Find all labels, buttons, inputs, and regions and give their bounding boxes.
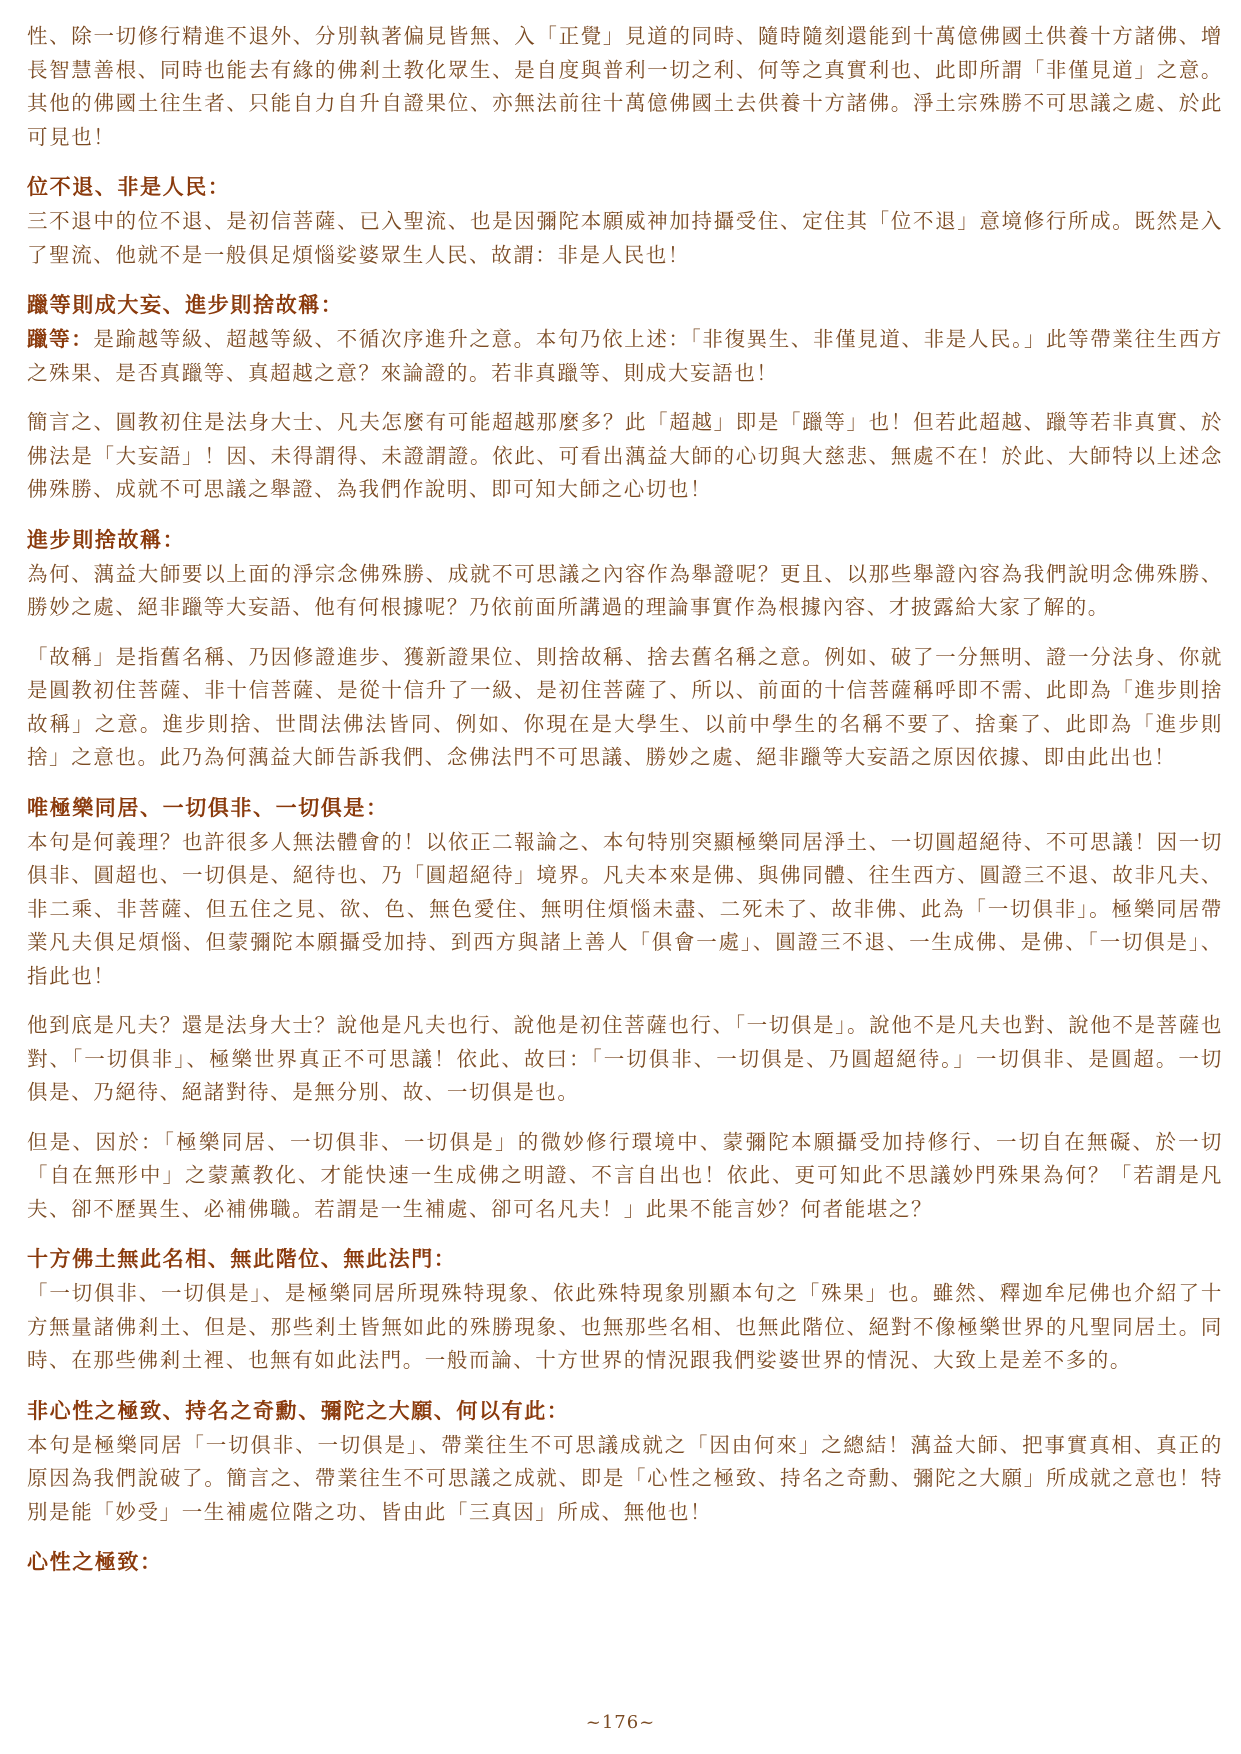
page-number: ~176~	[585, 1712, 656, 1733]
section-skipping-ranks	[27, 288, 1223, 507]
intro-paragraph: 性、除一切修行精進不退外、分別執著偏見皆無、入「正覺」見道的同時、隨時隨刻還能到十萬億佛國土供養十方諸佛、增長智慧善根、同時也能去有緣的佛剎土教化眾生、是自度與普利一切之利、何等之真實利也、此即所謂「非僅見道」之意。其他的佛國土往生者、只能自力自升自證果位、亦無法前往十萬億佛國土去供養十方諸佛。淨土宗殊勝不可思議之處、於此可見也！	[27, 24, 1223, 149]
definition-paragraph	[27, 323, 1223, 390]
section-heading: 進步則捨故稱：	[27, 526, 186, 552]
section-paragraph: 「故稱」是指舊名稱、乃因修證進步、獲新證果位、則捨故稱、捨去舊名稱之意。例如、破了一分無明、證一分法身、你就是圓教初住菩薩、非十信菩薩、是從十信升了一級、是初住菩薩了、所以、前面的十信菩薩稱呼即不需、此即為「進步則捨故稱」之意。進步則捨、世間法佛法皆同、例如、你現在是大學生、以前中學生的名稱不要了、捨棄了、此即為「進步則捨」之意也。此乃為何蕅益大師告訴我們、念佛法門不可思議、勝妙之處、絕非躐等大妄語之原因依據、即由此出也！	[27, 644, 1223, 769]
section-progress-discard-name	[27, 523, 1223, 775]
section-heading: 非心性之極致、持名之奇勳、彌陀之大願、何以有此：	[27, 1397, 570, 1423]
section-mind-nature	[27, 1545, 1223, 1578]
section-ten-directions	[27, 1242, 1223, 1378]
section-paragraph: 為何、蕅益大師要以上面的淨宗念佛殊勝、成就不可思議之內容作為舉證呢？更且、以那些舉證內容為我們說明念佛殊勝、勝妙之處、絕非躐等大妄語、他有何根據呢？乃依前面所講過的理論事實作為根據內容、才披露給大家了解的。	[27, 561, 1223, 619]
definition-text: 是踰越等級、超越等級、不循次序進升之意。本句乃依上述：「非復異生、非僅見道、非是人民。」此等帶業往生西方之殊果、是否真躐等、真超越之意？來論證的。若非真躐等、則成大妄語也！	[27, 327, 1223, 385]
section-pure-land-cohabitation	[27, 791, 1223, 1227]
section-heading: 唯極樂同居、一切俱非、一切俱是：	[27, 794, 389, 820]
section-heading: 位不退、非是人民：	[27, 174, 231, 199]
section-paragraph: 簡言之、圓教初住是法身大士、凡夫怎麼有可能超越那麼多？此「超越」即是「躐等」也！但若此超越、躐等若非真實、於佛法是「大妄語」！因、未得謂得、未證謂證。依此、可看出蕅益大師的心切與大慈悲、無處不在！於此、大師特以上述念佛殊勝、成就不可思議之舉證、為我們作說明、即可知大師之心切也！	[27, 410, 1223, 501]
section-paragraph: 本句是極樂同居「一切俱非、一切俱是」、帶業往生不可思議成就之「因由何來」之總結！蕅益大師、把事實真相、真正的原因為我們說破了。簡言之、帶業往生不可思議之成就、即是「心性之極致、持名之奇勳、彌陀之大願」所成就之意也！特別是能「妙受」一生補處位階之功、皆由此「三真因」所成、無他也！	[27, 1432, 1223, 1524]
section-paragraph: 三不退中的位不退、是初信菩薩、已入聖流、也是因彌陀本願威神加持攝受住、定住其「位不退」意境修行所成。既然是入了聖流、他就不是一般俱足煩惱娑婆眾生人民、故謂：非是人民也！	[27, 209, 1223, 267]
definition-term: 躐等：	[27, 327, 94, 351]
section-heading: 躐等則成大妄、進步則捨故稱：	[27, 292, 344, 317]
section-paragraph: 本句是何義理？也許很多人無法體會的！以依正二報論之、本句特別突顯極樂同居淨土、一切圓超絕待、不可思議！因一切俱非、圓超也、一切俱是、絕待也、乃「圓超絕待」境界。凡夫本來是佛、與佛同體、往生西方、圓證三不退、故非凡夫、非二乘、非菩薩、但五住之見、欲、色、無色愛住、無明住煩惱未盡、二死未了、故非佛、此為「一切俱非」。極樂同居帶業凡夫俱足煩惱、但蒙彌陀本願攝受加持、到西方與諸上善人「俱會一處」、圓證三不退、一生成佛、是佛、「一切俱是」、指此也！	[27, 829, 1223, 988]
section-paragraph: 他到底是凡夫？還是法身大士？說他是凡夫也行、說他是初住菩薩也行、「一切俱是」。說他不是凡夫也對、說他不是菩薩也對、「一切俱非」、極樂世界真正不可思議！依此、故曰：「一切俱非、一切俱是、乃圓超絕待。」一切俱非、是圓超。一切俱是、乃絕待、絕諸對待、是無分別、故、一切俱是也。	[27, 1013, 1223, 1104]
section-heading: 心性之極致：	[27, 1549, 163, 1574]
section-paragraph: 「一切俱非、一切俱是」、是極樂同居所現殊特現象、依此殊特現象別顯本句之「殊果」也。雖然、釋迦牟尼佛也介紹了十方無量諸佛剎土、但是、那些剎土皆無如此的殊勝現象、也無那些名相、也無此階位、絕對不像極樂世界的凡聖同居土。同時、在那些佛剎土裡、也無有如此法門。一般而論、十方世界的情況跟我們娑婆世界的情況、大致上是差不多的。	[27, 1281, 1223, 1372]
section-position-non-retreat	[27, 170, 1223, 272]
section-heading: 十方佛土無此名相、無此階位、無此法門：	[27, 1246, 457, 1271]
document-page	[27, 20, 1223, 1580]
section-paragraph: 但是、因於：「極樂同居、一切俱非、一切俱是」的微妙修行環境中、蒙彌陀本願攝受加持修行、一切自在無礙、於一切「自在無形中」之蒙薰教化、才能快速一生成佛之明證、不言自出也！依此、更可知此不思議妙門殊果為何？「若謂是凡夫、卻不歷異生、必補佛職。若謂是一生補處、卻可名凡夫！」此果不能言妙？何者能堪之？	[27, 1129, 1223, 1221]
section-three-true-causes	[27, 1394, 1223, 1530]
